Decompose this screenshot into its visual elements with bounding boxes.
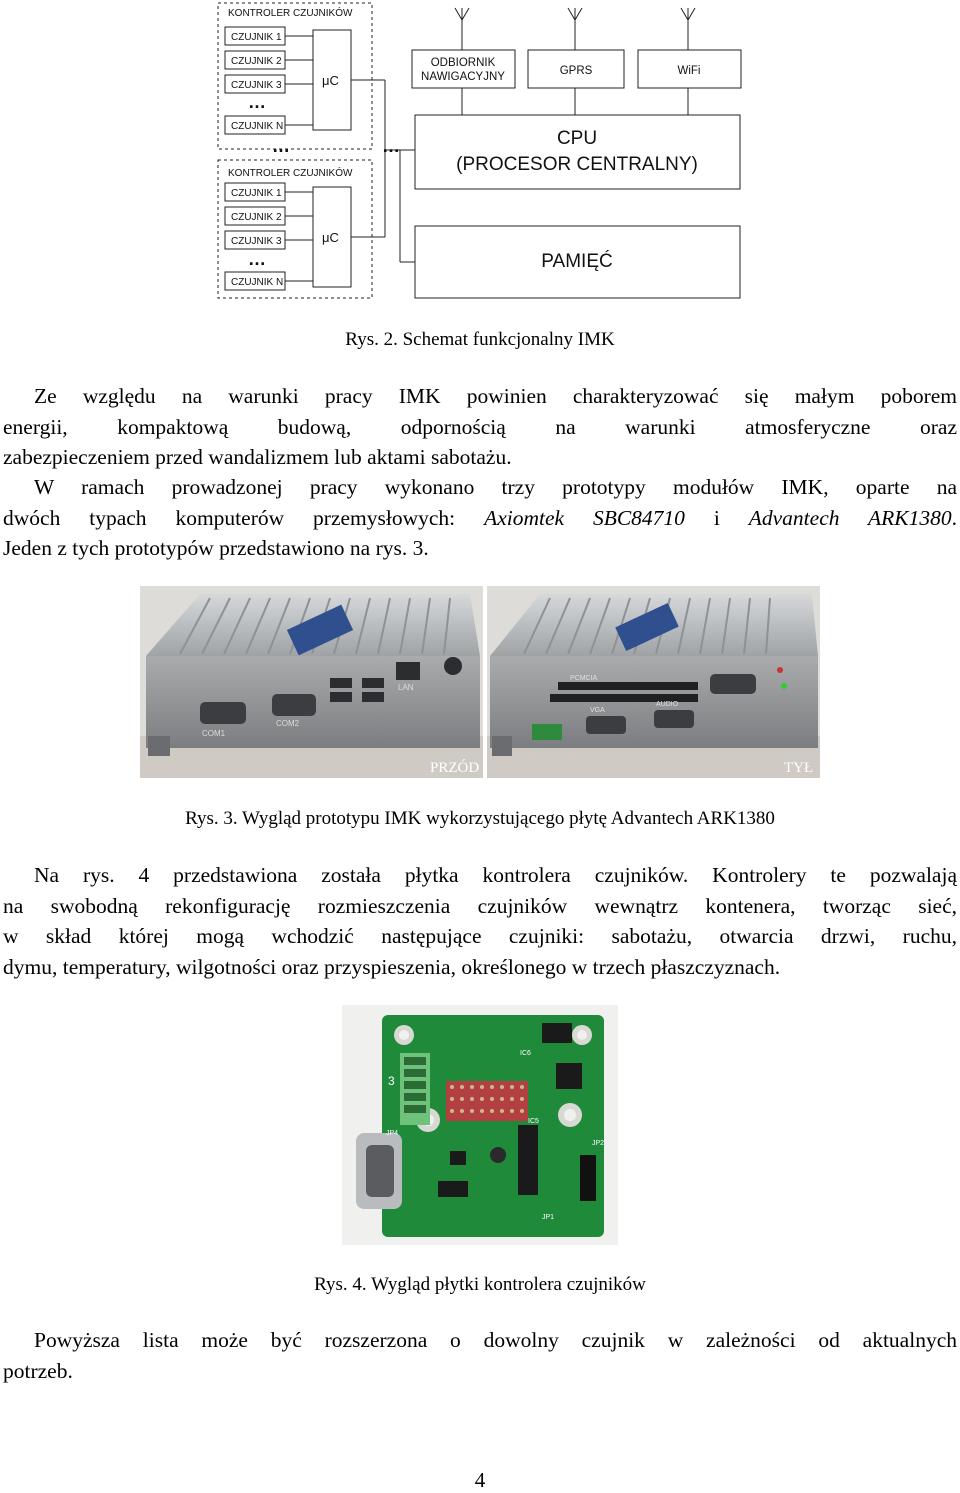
paragraph-1-line-1: Ze względu na warunki pracy IMK powinien charakteryzować się małym poborem bbox=[34, 384, 957, 408]
cpu-line1: CPU bbox=[556, 128, 598, 149]
board-label-jp1: JP1 bbox=[542, 1214, 555, 1221]
sensor-3-label-b: CZUJNIK 3 bbox=[231, 236, 282, 247]
group-ellipsis-right: … bbox=[382, 136, 400, 156]
controller-title-2: KONTROLER CZUJNIKÓW bbox=[228, 168, 353, 179]
board-mark: 3 bbox=[388, 1074, 395, 1088]
figure-2-caption: Rys. 2. Schemat funkcjonalny IMK bbox=[345, 329, 615, 350]
product-advantech: Advantech ARK1380 bbox=[748, 505, 952, 530]
paragraph-3-line-1: Na rys. 4 przedstawiona została płytka kontrolera czujników. Kontrolery te pozwalają bbox=[34, 863, 957, 887]
paragraph-3-line-4: dymu, temperatury, wilgotności oraz przyspieszenia, określonego w trzech płaszczyznach. bbox=[3, 954, 781, 979]
paragraph-2-line-2-mid: i bbox=[684, 505, 749, 530]
paragraph-4-line-1: Powyższa lista może być rozszerzona o dowolny czujnik w zależności od aktualnych bbox=[34, 1328, 957, 1352]
back-unit bbox=[490, 594, 818, 756]
front-port-com1: COM1 bbox=[202, 729, 226, 738]
board-label-jp2: JP2 bbox=[592, 1140, 605, 1147]
group-ellipsis-left: … bbox=[272, 136, 290, 156]
functional-diagram bbox=[210, 0, 770, 305]
sensor-2-label: CZUJNIK 2 bbox=[231, 56, 282, 67]
back-port-audio: AUDIO bbox=[656, 701, 679, 708]
paragraph-2 bbox=[3, 472, 957, 564]
wifi-label: WiFi bbox=[677, 65, 701, 77]
label-back: TYŁ bbox=[784, 760, 814, 776]
figure-3-caption: Rys. 3. Wygląd prototypu IMK wykorzystującego płytę Advantech ARK1380 bbox=[185, 808, 775, 829]
figure-3-photo bbox=[140, 586, 820, 778]
sensor-n-label-b: CZUJNIK N bbox=[231, 277, 284, 288]
mcu-label-1: μC bbox=[322, 73, 339, 88]
paragraph-2-line-2-end: . bbox=[951, 505, 957, 530]
front-port-com2: COM2 bbox=[276, 719, 300, 728]
paragraph-2-line-2-start: dwóch typach komputerów przemysłowych: bbox=[3, 505, 485, 530]
sensor-ellipsis-2: … bbox=[248, 249, 266, 269]
cpu-line2: (PROCESOR CENTRALNY) bbox=[456, 154, 698, 175]
board-label-jp4: JP4 bbox=[386, 1130, 399, 1137]
prototype-photo-illustration bbox=[140, 586, 820, 778]
mcu-label-2: μC bbox=[322, 230, 339, 245]
sensor-2-label-b: CZUJNIK 2 bbox=[231, 212, 282, 223]
gprs-label: GPRS bbox=[559, 65, 593, 77]
product-axiomtek: Axiomtek SBC84710 bbox=[484, 505, 685, 530]
nav-receiver-line1: ODBIORNIK bbox=[430, 57, 496, 69]
paragraph-3-line-3: w skład której mogą wchodzić następujące czujniki: sabotażu, otwarcia drzwi, ruchu, bbox=[3, 924, 957, 948]
paragraph-2-line-3: Jeden z tych prototypów przedstawiono na rys. 3. bbox=[3, 536, 429, 560]
sensor-3-label: CZUJNIK 3 bbox=[231, 80, 282, 91]
sensor-1-label: CZUJNIK 1 bbox=[231, 32, 282, 43]
paragraph-1-line-3: zabezpieczeniem przed wandalizmem lub aktami sabotażu. bbox=[3, 445, 512, 469]
page-number: 4 bbox=[474, 1468, 486, 1492]
paragraph-4 bbox=[3, 1325, 957, 1386]
memory-label: PAMIĘĆ bbox=[541, 251, 613, 272]
back-slot-pcmcia: PCMCIA bbox=[570, 675, 598, 682]
paragraph-2-line-1: W ramach prowadzonej pracy wykonano trzy prototypy modułów IMK, oparte na bbox=[34, 475, 957, 499]
sensor-1-label-b: CZUJNIK 1 bbox=[231, 188, 282, 199]
figure-4-caption: Rys. 4. Wygląd płytki kontrolera czujników bbox=[314, 1274, 646, 1295]
paragraph-4-line-2: potrzeb. bbox=[3, 1358, 73, 1383]
paragraph-1 bbox=[3, 381, 957, 473]
board-label-ic5: IC5 bbox=[528, 1118, 539, 1125]
sensor-ellipsis-1: … bbox=[248, 92, 266, 112]
front-port-lan: LAN bbox=[398, 683, 414, 692]
board-label-ic6: IC6 bbox=[520, 1050, 531, 1057]
paragraph-2-line-2 bbox=[3, 503, 957, 534]
front-unit bbox=[146, 594, 480, 756]
label-front: PRZÓD bbox=[430, 760, 480, 776]
paragraph-3-line-2: na swobodną rekonfigurację rozmieszczenia czujników wewnątrz kontenera, tworząc sieć, bbox=[3, 893, 957, 918]
paragraph-1-line-2: energii, kompaktową budową, odpornością na warunki atmosferyczne oraz bbox=[3, 414, 957, 439]
paragraph-3 bbox=[3, 860, 957, 982]
controller-title-1: KONTROLER CZUJNIKÓW bbox=[228, 8, 353, 19]
sensor-n-label: CZUJNIK N bbox=[231, 121, 284, 132]
controller-board-illustration bbox=[342, 1005, 618, 1245]
back-port-vga: VGA bbox=[590, 707, 605, 714]
nav-receiver-line2: NAWIGACYJNY bbox=[421, 71, 505, 83]
figure-4-photo bbox=[342, 1005, 618, 1245]
